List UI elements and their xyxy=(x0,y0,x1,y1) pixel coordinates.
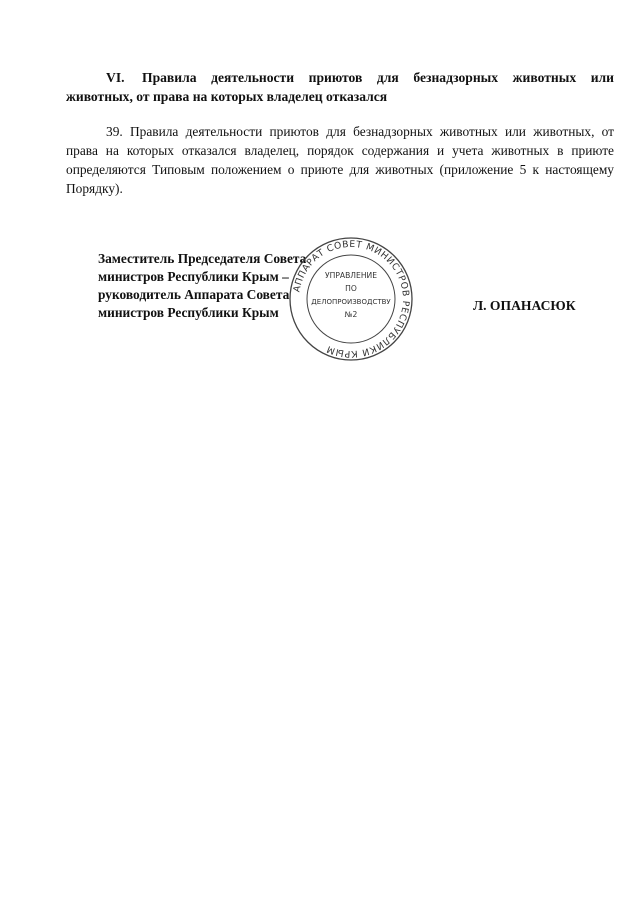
signatory-name: Л. ОПАНАСЮК xyxy=(473,298,576,313)
stamp-line-2: ПО xyxy=(345,284,357,293)
position-line-2: министров Республики Крым – xyxy=(98,269,289,284)
official-stamp xyxy=(288,236,414,362)
stamp-outer-text: АППАРАТ СОВЕТ МИНИСТРОВ РЕСПУБЛИКИ КРЫМ xyxy=(291,238,412,360)
position-line-1: Заместитель Председателя Совета xyxy=(98,251,307,266)
stamp-line-1: УПРАВЛЕНИЕ xyxy=(324,271,378,280)
section-title: Правила деятельности приютов для безнадзорных животных или животных, от права на которых владелец отказался xyxy=(66,70,614,104)
section-number: VI. xyxy=(106,70,125,85)
position-line-4: министров Республики Крым xyxy=(98,305,279,320)
section-heading xyxy=(66,68,614,106)
stamp-line-4: №2 xyxy=(344,310,358,319)
stamp-seal xyxy=(288,236,414,362)
paragraph-39: 39. Правила деятельности приютов для безнадзорных животных или животных, от права на которых отказался владелец, порядок содержания и учета животных в приюте определяются Типовым положением о приюте для животных (приложение 5 к настоящему Порядку). xyxy=(66,124,614,196)
stamp-line-3: ДЕЛОПРОИЗВОДСТВУ xyxy=(311,298,391,306)
position-line-3: руководитель Аппарата Совета xyxy=(98,287,290,302)
